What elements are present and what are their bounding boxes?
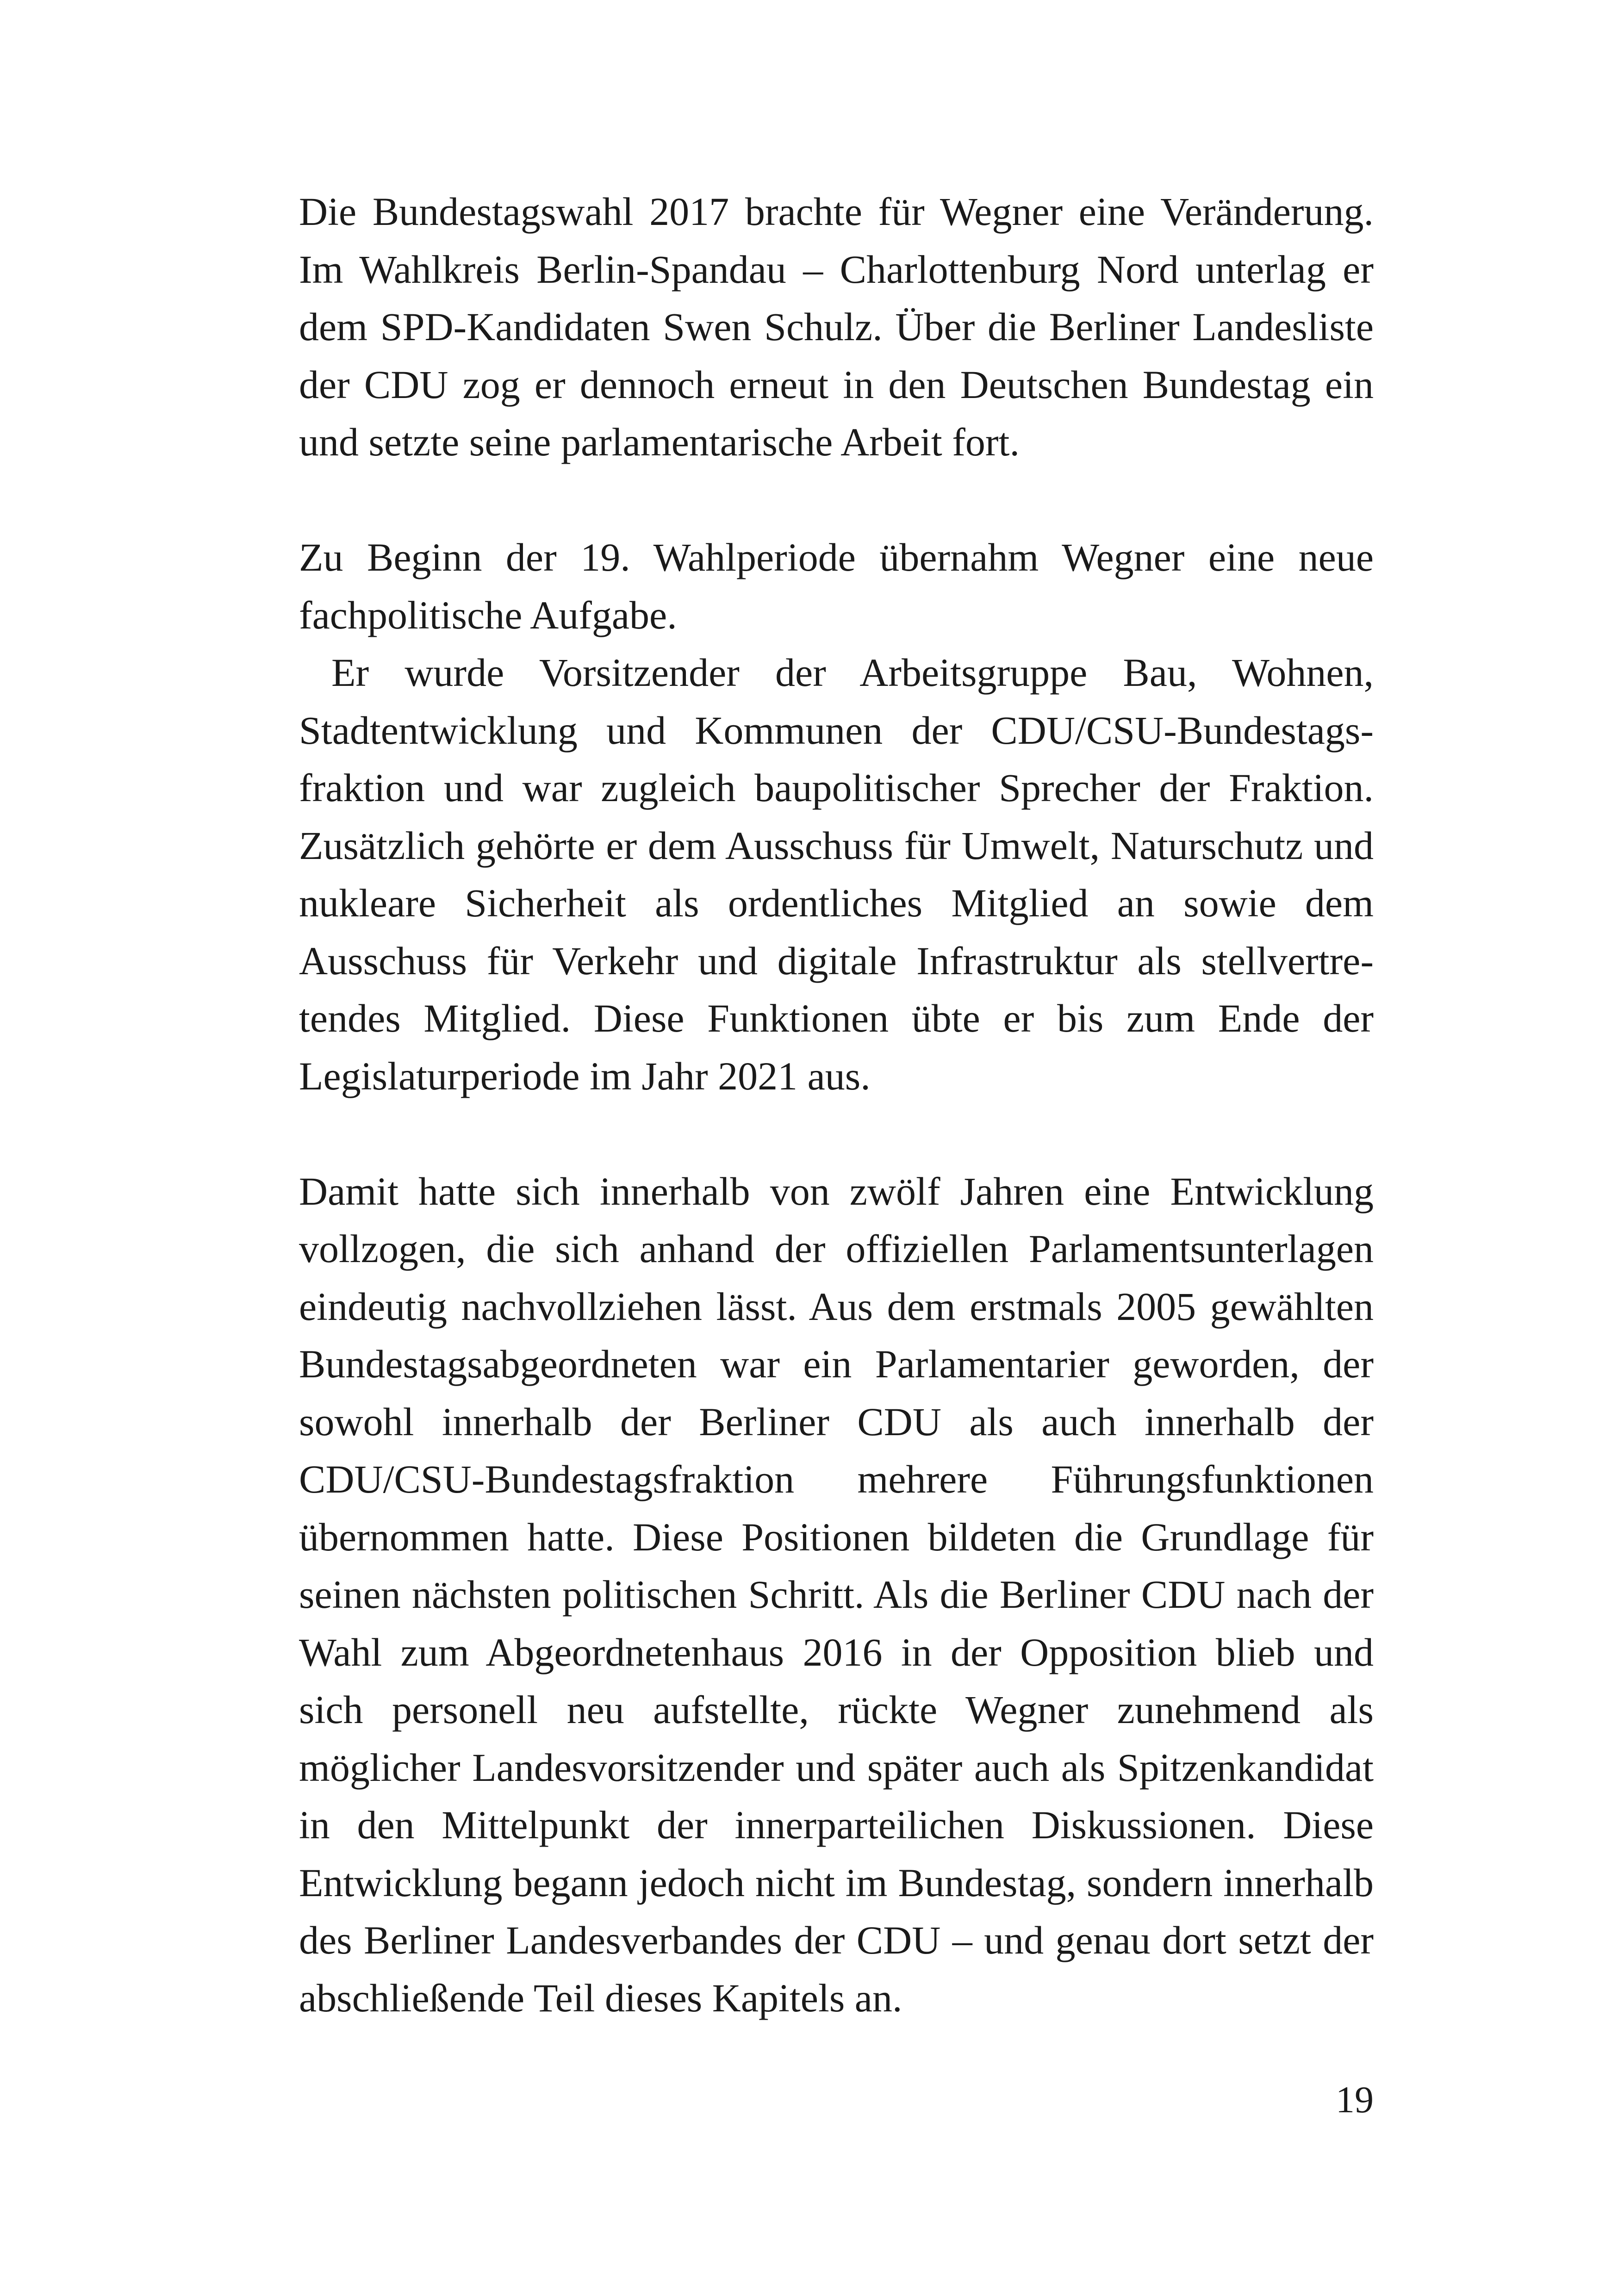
paragraph-entwicklung-zusammenfassung: Damit hatte sich innerhalb von zwölf Jahren eine Entwicklung vollzogen, die sich anhand der offiziellen Parlamentsunterlagen eindeutig nachvollziehen lässt. Aus dem erstmals 2005 gewählten Bundestagsabgeordneten war ein Parlamentarier geworden, der sowohl innerhalb der Berliner CDU als auch innerhalb der CDU/CSU-Bundestagsfraktion mehrere Führungsfunktionen übernommen hatte. Diese Positionen bildeten die Grundlage für seinen nächsten politischen Schritt. Als die Berliner CDU nach der Wahl zum Abgeordnetenhaus 2016 in der Opposition blieb und sich personell neu aufstellte, rückte Wegner zunehmend als möglicher Landesvorsitzender und später auch als Spitzenkandidat in den Mittelpunkt der innerparteilichen Diskussionen. Diese Entwicklung begann jedoch nicht im Bundestag, sondern innerhalb des Berliner Landesverbandes der CDU – und genau dort setzt der abschließende Teil dieses Kapitels an. <box>299 1169 1374 2020</box>
paragraph-gap <box>299 1105 1374 1163</box>
body-text <box>299 183 1374 2027</box>
paragraph-19-wahlperiode: Zu Beginn der 19. Wahlperiode übernahm Wegner eine neue fachpolitische Aufgabe. <box>299 535 1374 637</box>
paragraph-arbeitsgruppe-vorsitz: Er wurde Vorsitzender der Arbeitsgruppe Bau, Wohnen, Stadtentwicklung und Kommunen der CDU/CSU-Bundestagsfraktion und war zugleich baupolitischer Sprecher der Fraktion. Zusätzlich gehörte er dem Ausschuss für Umwelt, Naturschutz und nukleare Sicherheit als ordentliches Mitglied an sowie dem Ausschuss für Verkehr und digitale Infrastruktur als stellvertretendes Mitglied. Diese Funktionen übte er bis zum Ende der Legislaturperiode im Jahr 2021 aus. <box>299 650 1374 1098</box>
paragraph-gap <box>299 471 1374 529</box>
page-number: 19 <box>1336 2078 1374 2121</box>
paragraph-bundestagswahl-2017: Die Bundestagswahl 2017 brachte für Wegner eine Veränderung. Im Wahlkreis Berlin-Spandau – Charlottenburg Nord unterlag er dem SPD-Kandidaten Swen Schulz. Über die Berliner Landesliste der CDU zog er dennoch erneut in den Deutschen Bundestag ein und setzte seine parlamentarische Arbeit fort. <box>299 189 1374 464</box>
